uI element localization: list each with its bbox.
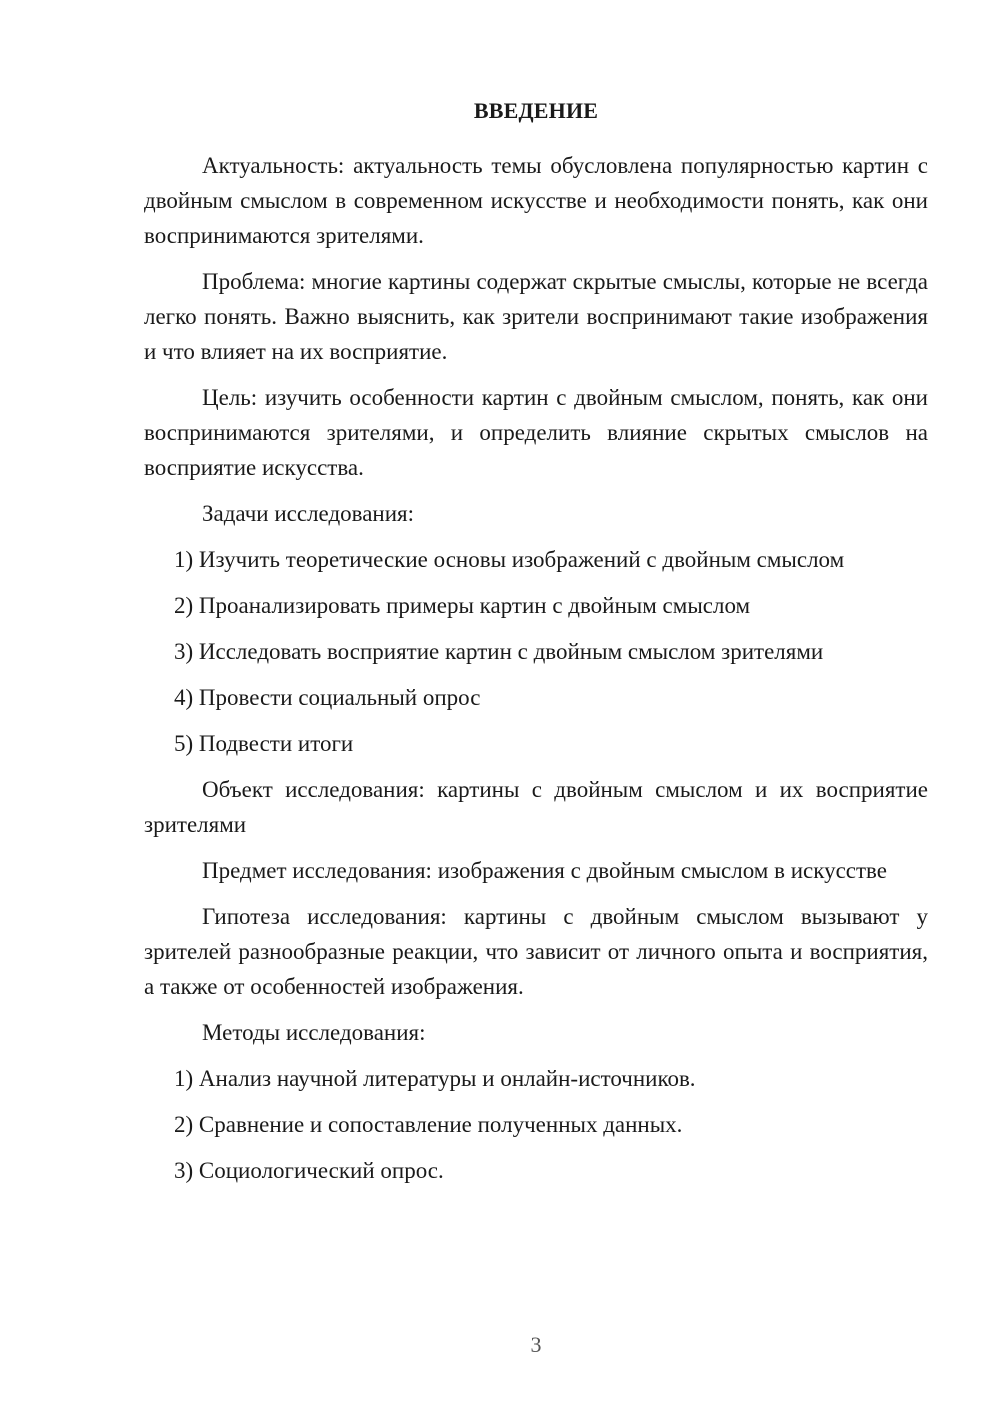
page-content [144, 93, 928, 1199]
page-number: 3 [530, 1332, 542, 1357]
task-item: 2) Проанализировать примеры картин с двойным смыслом [174, 593, 751, 618]
goal-paragraph: Цель: изучить особенности картин с двойным смыслом, понять, как они воспринимаются зрителями, и определить влияние скрытых смыслов на восприятие искусства. [144, 385, 928, 480]
section-heading: ВВЕДЕНИЕ [473, 98, 599, 123]
method-item: 2) Сравнение и сопоставление полученных данных. [174, 1112, 683, 1137]
object-paragraph: Объект исследования: картины с двойным смыслом и их восприятие зрителями [144, 777, 928, 837]
hypothesis-paragraph: Гипотеза исследования: картины с двойным смыслом вызывают у зрителей разнообразные реакции, что зависит от личного опыта и восприятия, а также от особенностей изображения. [144, 904, 928, 999]
problem-paragraph: Проблема: многие картины содержат скрытые смыслы, которые не всегда легко понять. Важно выяснить, как зрители воспринимают такие изображения и что влияет на их восприятие. [144, 269, 928, 364]
methods-label: Методы исследования: [202, 1020, 426, 1045]
tasks-label: Задачи исследования: [202, 501, 415, 526]
task-item: 5) Подвести итоги [174, 731, 354, 756]
method-item: 1) Анализ научной литературы и онлайн-источников. [174, 1066, 696, 1091]
task-item: 1) Изучить теоретические основы изображений с двойным смыслом [174, 547, 845, 572]
relevance-paragraph: Актуальность: актуальность темы обусловлена популярностью картин с двойным смыслом в современном искусстве и необходимости понять, как они воспринимаются зрителями. [144, 153, 928, 248]
subject-paragraph: Предмет исследования: изображения с двойным смыслом в искусстве [202, 858, 887, 883]
task-item: 4) Провести социальный опрос [174, 685, 481, 710]
method-item: 3) Социологический опрос. [174, 1158, 444, 1183]
task-item: 3) Исследовать восприятие картин с двойным смыслом зрителями [174, 639, 824, 664]
